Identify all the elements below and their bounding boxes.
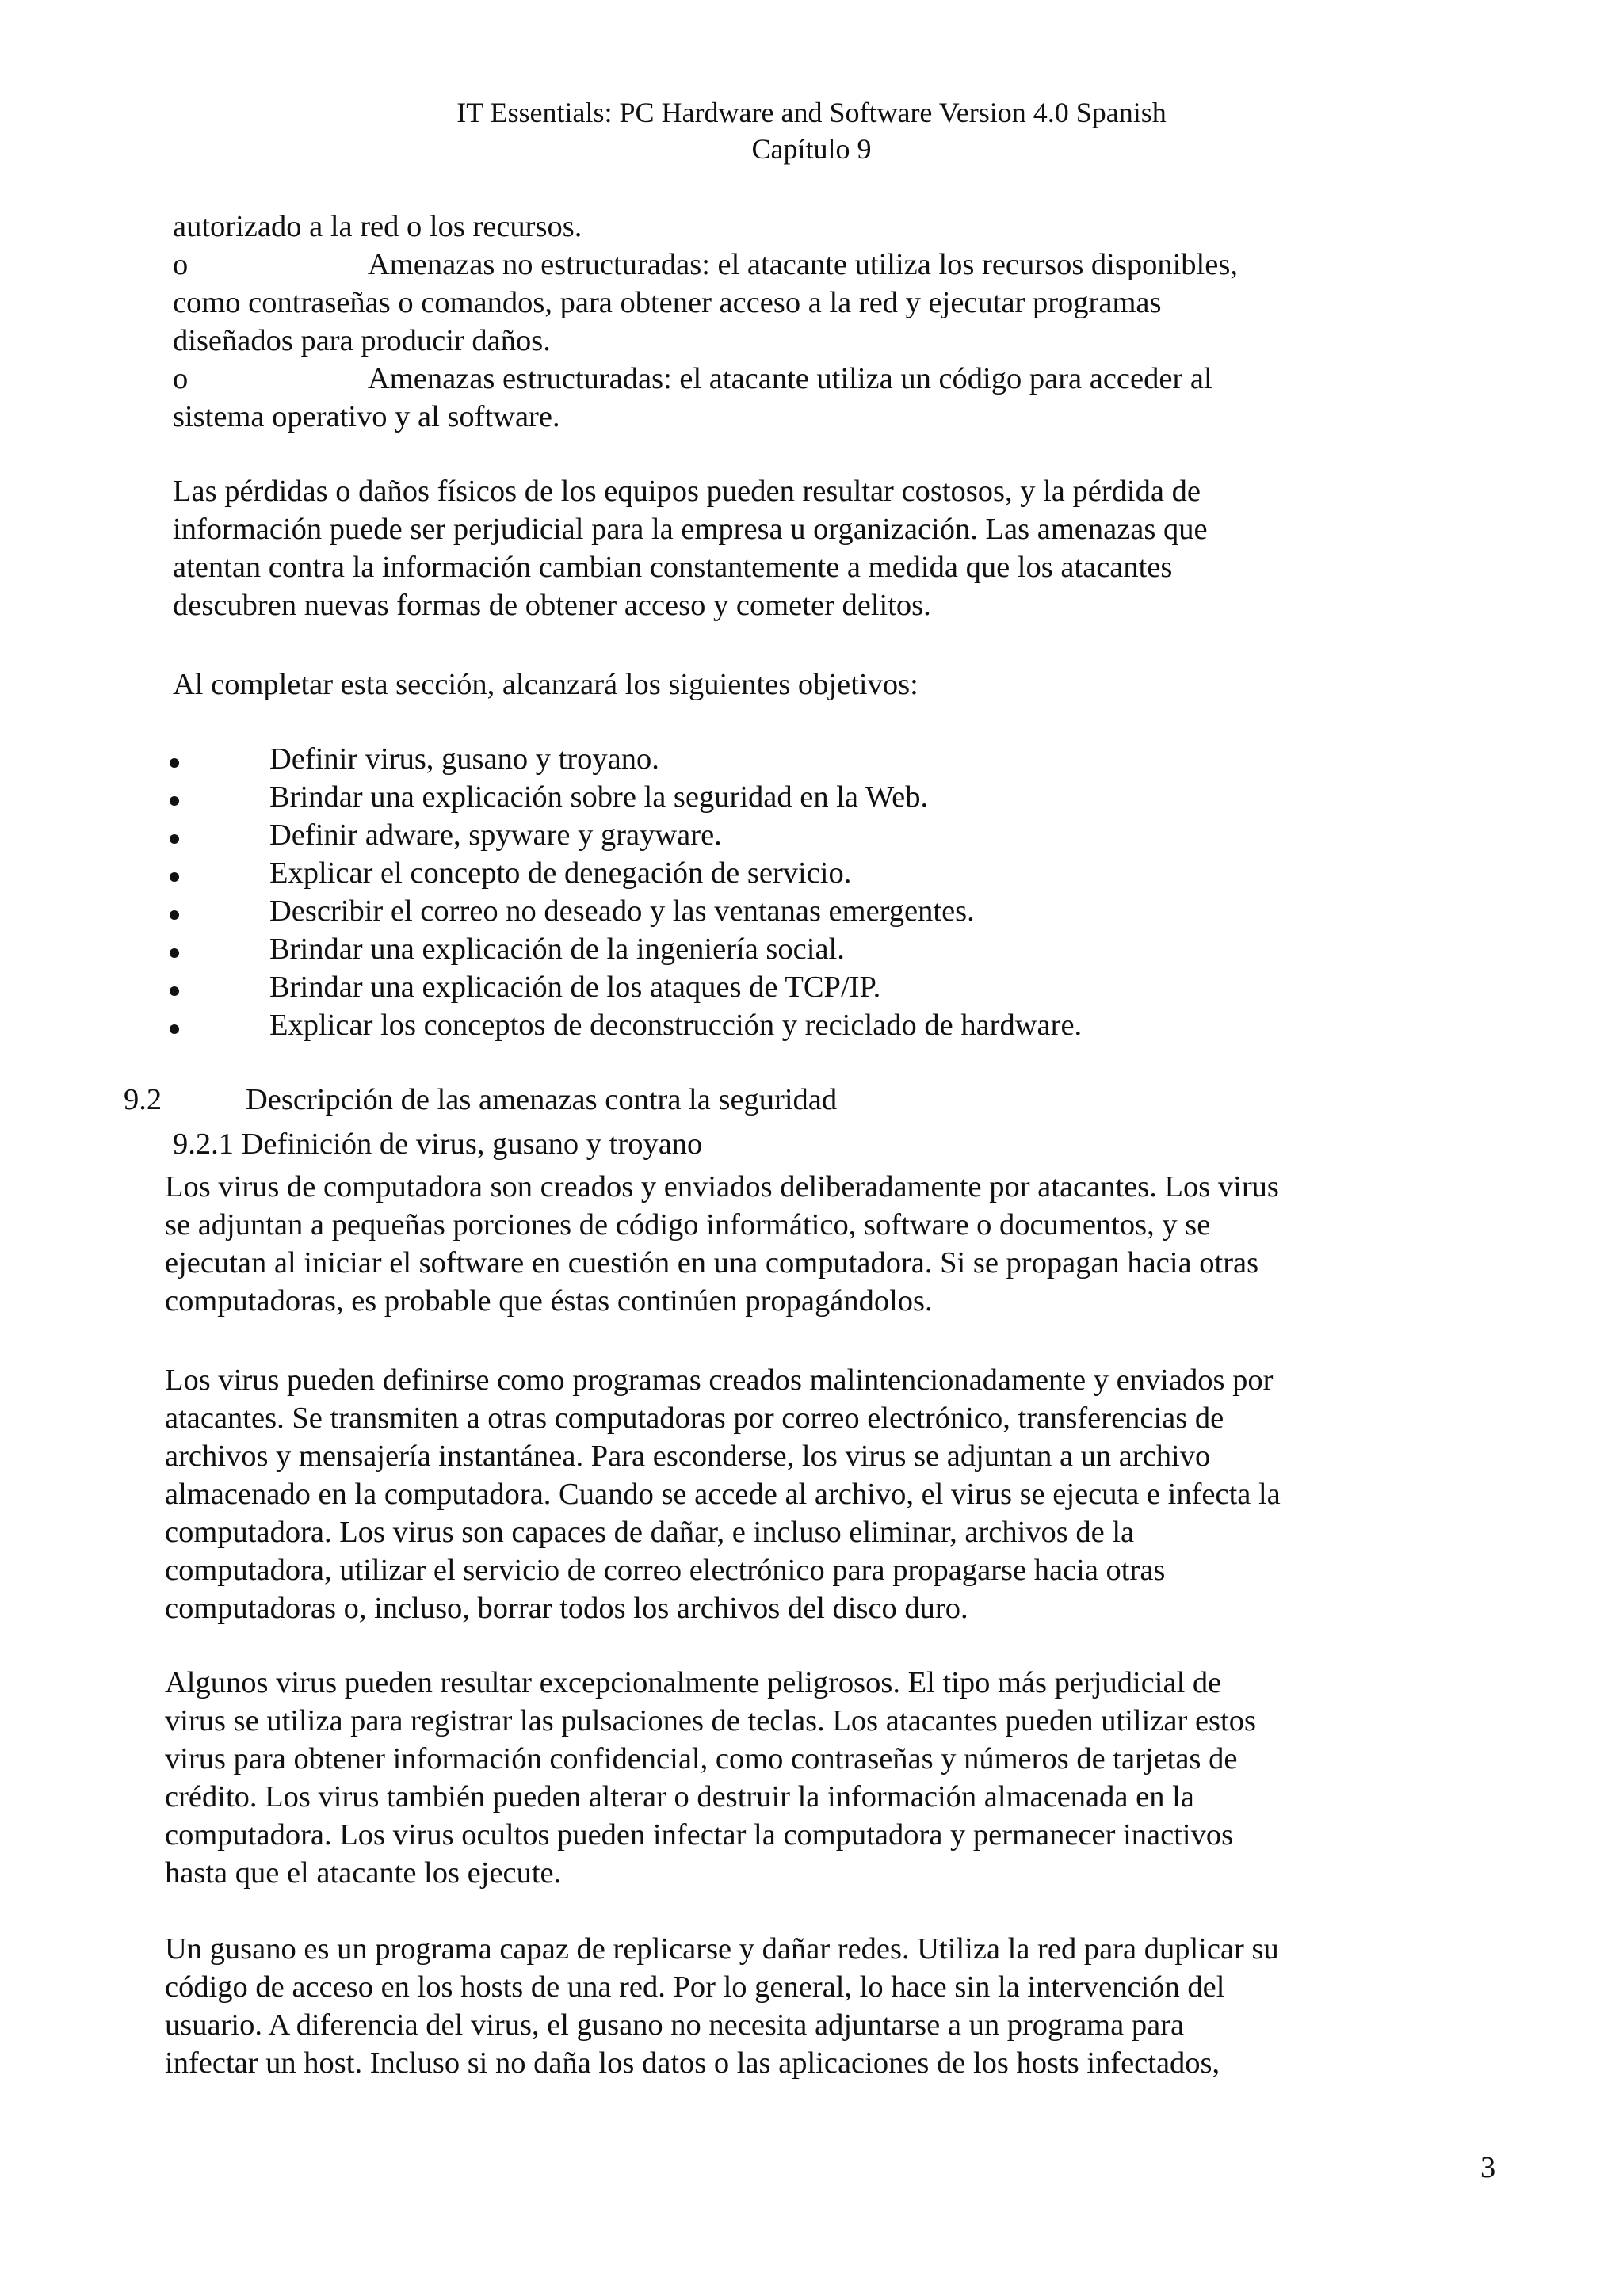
bullet-icon [170, 834, 179, 844]
text-line: Los virus pueden definirse como programas creados malintencionadamente y enviados por [165, 1363, 1274, 1397]
text-line: como contraseñas o comandos, para obtener acceso a la red y ejecutar programas [173, 286, 1162, 319]
continuation-line: autorizado a la red o los recursos. [173, 210, 582, 243]
objective-item: Brindar una explicación sobre la seguridad en la Web. [269, 780, 929, 814]
text-line: computadora. Los virus son capaces de dañar, e incluso eliminar, archivos de la [165, 1516, 1135, 1549]
text-line: computadoras, es probable que éstas continúen propagándolos. [165, 1284, 933, 1318]
text-line: Las pérdidas o daños físicos de los equipos pueden resultar costosos, y la pérdida de [173, 475, 1201, 508]
objective-item: Definir virus, gusano y troyano. [269, 742, 659, 776]
bullet-icon [170, 910, 179, 920]
text-line: Los virus de computadora son creados y enviados deliberadamente por atacantes. Los virus [165, 1170, 1279, 1203]
text-line: crédito. Los virus también pueden alterar o destruir la información almacenada en la [165, 1780, 1194, 1814]
subsection-title: 9.2.1 Definición de virus, gusano y troyano [173, 1127, 703, 1161]
bullet-icon [170, 986, 179, 996]
bullet-icon [170, 796, 179, 806]
bullet-icon [170, 1024, 179, 1034]
objective-item: Definir adware, spyware y grayware. [269, 818, 722, 852]
bullet-icon [170, 948, 179, 958]
page-number: 3 [1480, 2151, 1496, 2184]
paragraph-dangerous-viruses [165, 1664, 1256, 1892]
paragraph-virus-definition [165, 1361, 1281, 1627]
paragraph-virus-intro [165, 1168, 1279, 1320]
section-title: Descripción de las amenazas contra la seguridad [246, 1083, 838, 1116]
objective-item: Explicar el concepto de denegación de servicio. [269, 856, 852, 890]
sub-item-continuation [173, 284, 1161, 360]
text-line: archivos y mensajería instantánea. Para esconderse, los virus se adjuntan a un archivo [165, 1440, 1211, 1473]
text-line: computadoras o, incluso, borrar todos los archivos del disco duro. [165, 1592, 968, 1625]
bullet-icon [170, 872, 179, 882]
sub-item-first-line: Amenazas no estructuradas: el atacante utiliza los recursos disponibles, [368, 248, 1238, 281]
text-line: información puede ser perjudicial para la empresa u organización. Las amenazas que [173, 513, 1208, 546]
text-line: ejecutan al iniciar el software en cuestión en una computadora. Si se propagan hacia otras [165, 1246, 1259, 1280]
text-line: usuario. A diferencia del virus, el gusano no necesita adjuntarse a un programa para [165, 2008, 1185, 2042]
text-line: se adjuntan a pequeñas porciones de código informático, software o documentos, y se [165, 1208, 1211, 1241]
text-line: almacenado en la computadora. Cuando se accede al archivo, el virus se ejecuta e infecta la [165, 1478, 1281, 1511]
text-line: virus para obtener información confidencial, como contraseñas y números de tarjetas de [165, 1742, 1238, 1775]
objective-item: Brindar una explicación de los ataques de TCP/IP. [269, 971, 881, 1004]
text-line: descubren nuevas formas de obtener acceso y cometer delitos. [173, 589, 931, 622]
text-line: atentan contra la información cambian constantemente a medida que los atacantes [173, 551, 1173, 584]
sub-item-marker: o [173, 362, 189, 395]
text-line: computadora. Los virus ocultos pueden infectar la computadora y permanecer inactivos [165, 1818, 1234, 1852]
text-line: Un gusano es un programa capaz de replicarse y dañar redes. Utiliza la red para duplicar su [165, 1932, 1279, 1966]
header-chapter: Capítulo 9 [751, 133, 872, 165]
text-line: hasta que el atacante los ejecute. [165, 1856, 562, 1890]
text-line: código de acceso en los hosts de una red. Por lo general, lo hace sin la intervención del [165, 1970, 1225, 2004]
text-line: sistema operativo y al software. [173, 400, 560, 433]
text-line: diseñados para producir daños. [173, 324, 551, 357]
bullet-icon [170, 758, 179, 768]
paragraph-losses [173, 472, 1208, 624]
objective-item: Describir el correo no deseado y las ventanas emergentes. [269, 894, 975, 928]
sub-item-marker: o [173, 248, 189, 281]
objectives-intro: Al completar esta sección, alcanzará los siguientes objetivos: [173, 668, 918, 701]
text-line: virus se utiliza para registrar las pulsaciones de teclas. Los atacantes pueden utilizar estos [165, 1704, 1256, 1737]
sub-item-first-line: Amenazas estructuradas: el atacante utiliza un código para acceder al [368, 362, 1212, 395]
text-line: atacantes. Se transmiten a otras computadoras por correo electrónico, transferencias de [165, 1402, 1224, 1435]
paragraph-worm [165, 1930, 1279, 2082]
section-number: 9.2 [124, 1083, 162, 1116]
objective-item: Explicar los conceptos de deconstrucción y reciclado de hardware. [269, 1009, 1083, 1042]
text-line: Algunos virus pueden resultar excepcionalmente peligrosos. El tipo más perjudicial de [165, 1666, 1222, 1699]
sub-item-continuation [173, 398, 560, 436]
text-line: infectar un host. Incluso si no daña los datos o las aplicaciones de los hosts infectados, [165, 2046, 1220, 2080]
objective-item: Brindar una explicación de la ingeniería social. [269, 933, 845, 966]
text-line: computadora, utilizar el servicio de correo electrónico para propagarse hacia otras [165, 1554, 1166, 1587]
header-title: IT Essentials: PC Hardware and Software Version 4.0 Spanish [456, 97, 1167, 128]
